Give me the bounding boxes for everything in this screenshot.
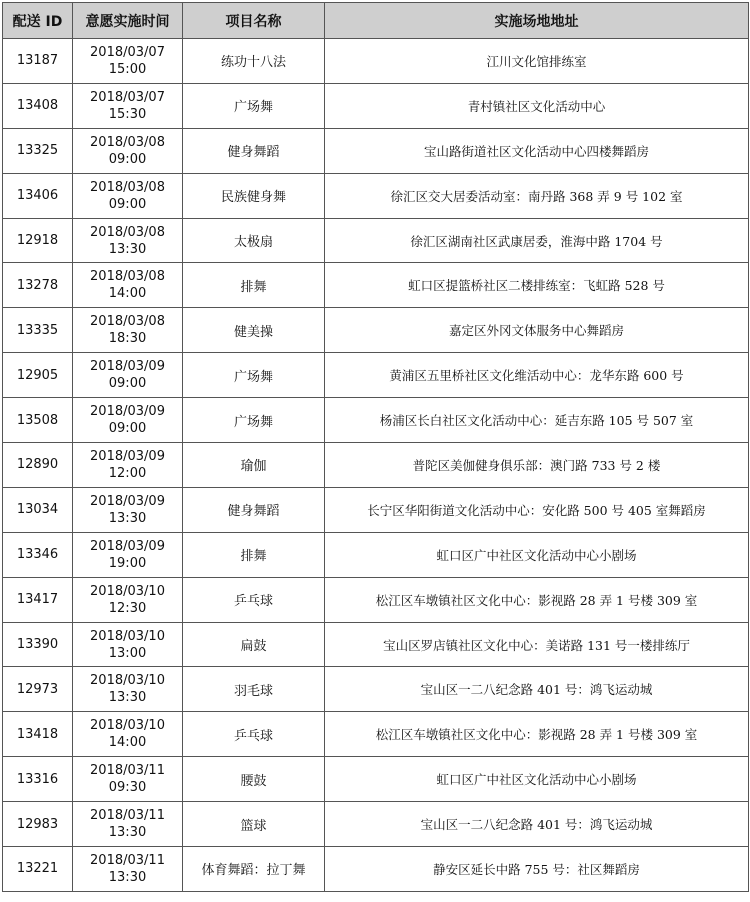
cell-project: 排舞	[183, 532, 325, 577]
table-row	[3, 487, 749, 532]
cell-project: 广场舞	[183, 398, 325, 443]
cell-id: 13187	[3, 39, 73, 84]
cell-id: 13406	[3, 173, 73, 218]
table-row	[3, 847, 749, 892]
cell-date: 2018/03/08	[90, 134, 165, 150]
cell-address: 长宁区华阳街道文化活动中心：安化路 500 号 405 室舞蹈房	[325, 487, 749, 532]
cell-id: 13325	[3, 128, 73, 173]
cell-clock: 13:30	[108, 510, 147, 526]
cell-id: 13316	[3, 757, 73, 802]
cell-date: 2018/03/10	[90, 628, 165, 644]
cell-clock: 12:30	[108, 600, 147, 616]
cell-project: 健美操	[183, 308, 325, 353]
cell-clock: 14:00	[108, 286, 147, 302]
cell-address: 江川文化馆排练室	[325, 39, 749, 84]
cell-date: 2018/03/08	[90, 269, 165, 285]
cell-clock: 19:00	[108, 555, 147, 571]
cell-project: 太极扇	[183, 218, 325, 263]
cell-date: 2018/03/10	[90, 718, 165, 734]
cell-address: 静安区延长中路 755 号：社区舞蹈房	[325, 847, 749, 892]
header-address: 实施场地地址	[325, 3, 749, 39]
table-row	[3, 667, 749, 712]
table-row	[3, 83, 749, 128]
cell-address: 松江区车墩镇社区文化中心：影视路 28 弄 1 号楼 309 室	[325, 577, 749, 622]
cell-date: 2018/03/08	[90, 224, 165, 240]
cell-address: 黄浦区五里桥社区文化维活动中心：龙华东路 600 号	[325, 353, 749, 398]
cell-date: 2018/03/07	[90, 89, 165, 105]
cell-clock: 09:00	[108, 421, 147, 437]
cell-address: 虹口区广中社区文化活动中心小剧场	[325, 757, 749, 802]
table-row	[3, 712, 749, 757]
cell-date: 2018/03/08	[90, 314, 165, 330]
cell-time	[73, 128, 183, 173]
cell-time	[73, 308, 183, 353]
cell-address: 普陀区美伽健身俱乐部：澳门路 733 号 2 楼	[325, 443, 749, 488]
cell-project: 练功十八法	[183, 39, 325, 84]
cell-date: 2018/03/09	[90, 359, 165, 375]
cell-project: 瑜伽	[183, 443, 325, 488]
cell-address: 虹口区广中社区文化活动中心小剧场	[325, 532, 749, 577]
table-row	[3, 398, 749, 443]
cell-project: 乒乓球	[183, 712, 325, 757]
cell-id: 13408	[3, 83, 73, 128]
cell-time	[73, 847, 183, 892]
table-row	[3, 39, 749, 84]
cell-clock: 13:30	[108, 241, 147, 257]
cell-date: 2018/03/10	[90, 583, 165, 599]
cell-time	[73, 218, 183, 263]
cell-id: 13335	[3, 308, 73, 353]
cell-date: 2018/03/09	[90, 404, 165, 420]
cell-id: 13418	[3, 712, 73, 757]
cell-id: 13278	[3, 263, 73, 308]
cell-time	[73, 802, 183, 847]
cell-address: 宝山区罗店镇社区文化中心：美诺路 131 号一楼排练厅	[325, 622, 749, 667]
table-row	[3, 577, 749, 622]
cell-date: 2018/03/07	[90, 44, 165, 60]
cell-time	[73, 712, 183, 757]
table-row	[3, 532, 749, 577]
table-row	[3, 622, 749, 667]
cell-time	[73, 173, 183, 218]
header-project: 项目名称	[183, 3, 325, 39]
cell-time	[73, 39, 183, 84]
table-header-row	[3, 3, 749, 39]
cell-time	[73, 83, 183, 128]
table-row	[3, 263, 749, 308]
table-row	[3, 802, 749, 847]
cell-clock: 15:30	[108, 106, 147, 122]
table-row	[3, 308, 749, 353]
cell-clock: 13:30	[108, 825, 147, 841]
cell-time	[73, 532, 183, 577]
header-id: 配送 ID	[3, 3, 73, 39]
table-row	[3, 218, 749, 263]
cell-id: 13417	[3, 577, 73, 622]
table-row	[3, 757, 749, 802]
cell-time	[73, 757, 183, 802]
cell-id: 12918	[3, 218, 73, 263]
cell-id: 13221	[3, 847, 73, 892]
cell-id: 12973	[3, 667, 73, 712]
cell-date: 2018/03/11	[90, 808, 165, 824]
cell-project: 乒乓球	[183, 577, 325, 622]
cell-project: 民族健身舞	[183, 173, 325, 218]
cell-date: 2018/03/09	[90, 493, 165, 509]
header-time: 意愿实施时间	[73, 3, 183, 39]
cell-address: 嘉定区外冈文体服务中心舞蹈房	[325, 308, 749, 353]
cell-id: 12983	[3, 802, 73, 847]
cell-clock: 09:00	[108, 376, 147, 392]
cell-project: 广场舞	[183, 83, 325, 128]
table-row	[3, 173, 749, 218]
cell-clock: 15:00	[108, 61, 147, 77]
cell-time	[73, 398, 183, 443]
cell-clock: 18:30	[108, 331, 147, 347]
table-row	[3, 128, 749, 173]
cell-time	[73, 443, 183, 488]
table-row	[3, 443, 749, 488]
cell-clock: 13:00	[108, 645, 147, 661]
cell-address: 徐汇区交大居委活动室：南丹路 368 弄 9 号 102 室	[325, 173, 749, 218]
cell-date: 2018/03/09	[90, 448, 165, 464]
cell-project: 健身舞蹈	[183, 487, 325, 532]
cell-address: 杨浦区长白社区文化活动中心：延吉东路 105 号 507 室	[325, 398, 749, 443]
cell-address: 松江区车墩镇社区文化中心：影视路 28 弄 1 号楼 309 室	[325, 712, 749, 757]
cell-address: 青村镇社区文化活动中心	[325, 83, 749, 128]
cell-address: 徐汇区湖南社区武康居委，淮海中路 1704 号	[325, 218, 749, 263]
cell-date: 2018/03/09	[90, 538, 165, 554]
cell-address: 虹口区提篮桥社区二楼排练室：飞虹路 528 号	[325, 263, 749, 308]
cell-time	[73, 577, 183, 622]
cell-project: 排舞	[183, 263, 325, 308]
cell-time	[73, 667, 183, 712]
cell-date: 2018/03/08	[90, 179, 165, 195]
cell-time	[73, 353, 183, 398]
cell-clock: 12:00	[108, 465, 147, 481]
cell-time	[73, 263, 183, 308]
cell-date: 2018/03/11	[90, 763, 165, 779]
cell-project: 广场舞	[183, 353, 325, 398]
cell-id: 13034	[3, 487, 73, 532]
table-row	[3, 353, 749, 398]
cell-id: 12905	[3, 353, 73, 398]
cell-address: 宝山区一二八纪念路 401 号：鸿飞运动城	[325, 667, 749, 712]
cell-project: 健身舞蹈	[183, 128, 325, 173]
cell-date: 2018/03/10	[90, 673, 165, 689]
cell-clock: 09:30	[108, 780, 147, 796]
cell-id: 12890	[3, 443, 73, 488]
cell-date: 2018/03/11	[90, 852, 165, 868]
cell-project: 篮球	[183, 802, 325, 847]
cell-address: 宝山区一二八纪念路 401 号：鸿飞运动城	[325, 802, 749, 847]
cell-project: 腰鼓	[183, 757, 325, 802]
cell-id: 13346	[3, 532, 73, 577]
cell-clock: 14:00	[108, 735, 147, 751]
delivery-schedule-table	[2, 2, 749, 892]
cell-project: 体育舞蹈：拉丁舞	[183, 847, 325, 892]
cell-clock: 09:00	[108, 196, 147, 212]
cell-time	[73, 622, 183, 667]
cell-clock: 13:30	[108, 869, 147, 885]
cell-project: 扁鼓	[183, 622, 325, 667]
cell-id: 13390	[3, 622, 73, 667]
cell-clock: 13:30	[108, 690, 147, 706]
cell-id: 13508	[3, 398, 73, 443]
cell-time	[73, 487, 183, 532]
cell-address: 宝山路街道社区文化活动中心四楼舞蹈房	[325, 128, 749, 173]
cell-clock: 09:00	[108, 151, 147, 167]
cell-project: 羽毛球	[183, 667, 325, 712]
